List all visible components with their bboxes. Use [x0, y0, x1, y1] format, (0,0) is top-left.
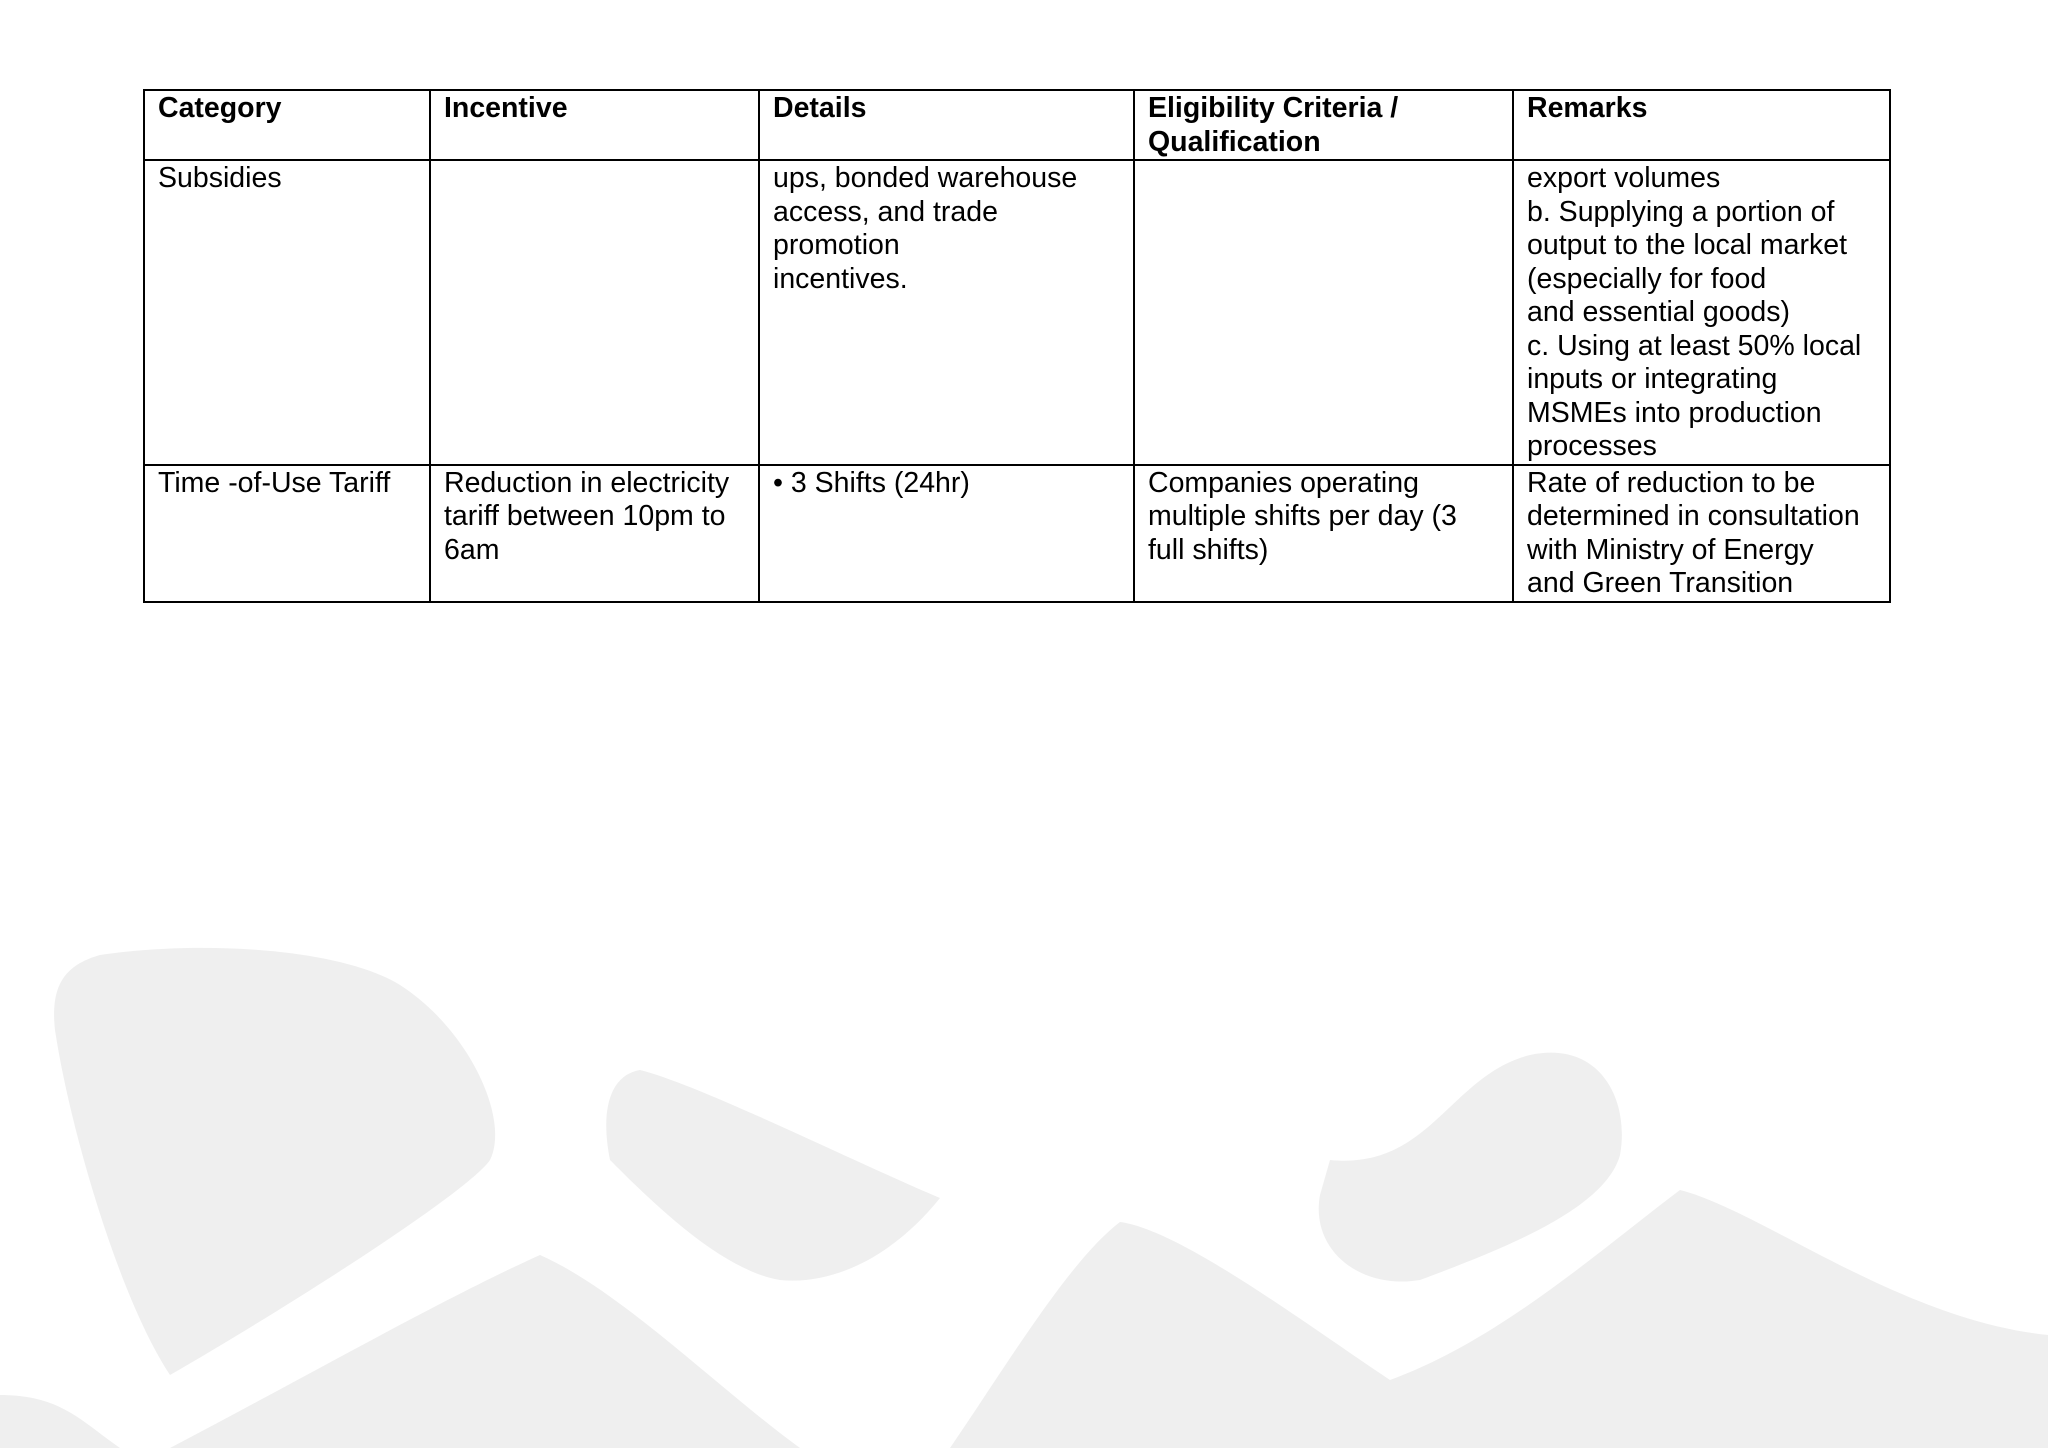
cell-line: Reduction in electricity: [444, 466, 730, 499]
cell-remarks: [1513, 465, 1890, 602]
cell-line: Rate of reduction to be: [1527, 466, 1816, 499]
cell-line: and essential goods): [1527, 296, 1791, 328]
cell-category: [144, 160, 430, 465]
cell-eligibility: [1134, 160, 1513, 465]
cell-line: (especially for food: [1527, 262, 1767, 295]
incentives-table: [143, 89, 1891, 603]
cell-line: MSMEs into production: [1527, 396, 1822, 429]
cell-line: inputs or integrating: [1527, 363, 1778, 395]
cell-category: [144, 465, 430, 602]
cell-line: output to the local market: [1527, 229, 1848, 261]
cell-line: with Ministry of Energy: [1527, 533, 1814, 566]
cell-line: 6am: [444, 533, 500, 566]
cell-line: access, and trade: [773, 195, 998, 228]
watermark-drop-shape: [1319, 1053, 1622, 1282]
table-row: [144, 160, 1890, 465]
cell-line: Time -of-Use Tariff: [158, 466, 391, 499]
cell-details: [759, 465, 1134, 602]
header-eligibility-line: Qualification: [1148, 125, 1321, 158]
cell-line: • 3 Shifts (24hr): [773, 466, 970, 499]
header-incentive: Incentive: [430, 90, 759, 160]
incentives-table-container: [143, 89, 1889, 603]
cell-eligibility: [1134, 465, 1513, 602]
cell-line: Companies operating: [1148, 466, 1419, 499]
watermark-petal-shape: [606, 1070, 940, 1281]
cell-line: incentives.: [773, 262, 908, 295]
cell-line: b. Supplying a portion of: [1527, 195, 1835, 228]
cell-incentive: [430, 160, 759, 465]
cell-details: [759, 160, 1134, 465]
cell-line: export volumes: [1527, 162, 1721, 194]
cell-line: full shifts): [1148, 533, 1269, 566]
cell-incentive: [430, 465, 759, 602]
header-details: Details: [759, 90, 1134, 160]
cell-line: Subsidies: [158, 162, 282, 194]
cell-line: determined in consultation: [1527, 500, 1860, 532]
header-eligibility: [1134, 90, 1513, 160]
cell-remarks: [1513, 160, 1890, 465]
cell-line: tariff between 10pm to: [444, 500, 726, 532]
cell-line: c. Using at least 50% local: [1527, 329, 1862, 362]
cell-line: ups, bonded warehouse: [773, 162, 1078, 194]
cell-line: promotion: [773, 229, 900, 261]
cell-line: and Green Transition: [1527, 567, 1794, 599]
table-row: [144, 465, 1890, 602]
table-header-row: [144, 90, 1890, 160]
cell-line: multiple shifts per day (3: [1148, 500, 1457, 532]
header-remarks: Remarks: [1513, 90, 1890, 160]
header-category: Category: [144, 90, 430, 160]
header-eligibility-line: Eligibility Criteria /: [1148, 92, 1399, 124]
cell-line: processes: [1527, 430, 1657, 462]
